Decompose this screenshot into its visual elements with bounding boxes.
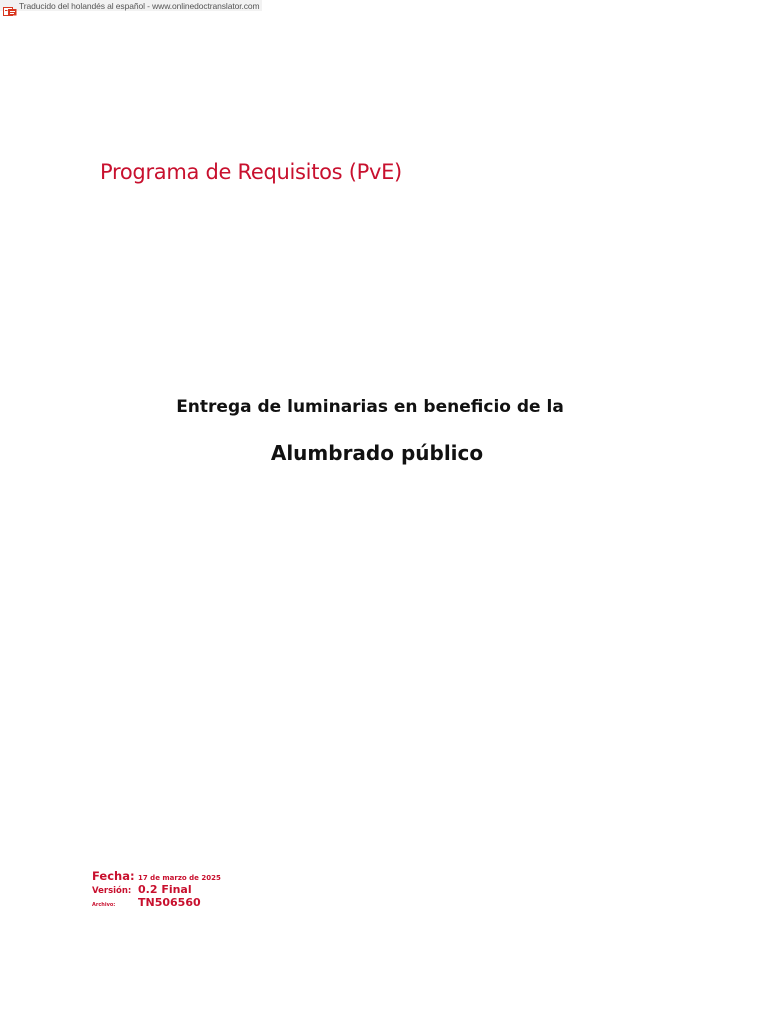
date-label: Fecha: [92, 869, 135, 883]
document-metadata [92, 869, 221, 910]
translator-logo-icon [3, 1, 17, 10]
meta-row-date [92, 869, 221, 883]
file-label: Archivo: [92, 902, 116, 908]
banner-text[interactable]: Traducido del holandés al español - www.onlinedoctranslator.com [19, 0, 260, 11]
translation-banner[interactable] [0, 0, 262, 11]
meta-row-version [92, 883, 221, 897]
subject-line-1: Entrega de luminarias en beneficio de la [176, 397, 564, 417]
document-title: Programa de Requisitos (PvE) [100, 160, 402, 184]
version-label: Versión: [92, 885, 132, 896]
version-value: 0.2 Final [138, 882, 192, 896]
date-value: 17 de marzo de 2025 [138, 874, 221, 882]
subject-line-2: Alumbrado público [270, 441, 484, 465]
meta-row-file [92, 896, 221, 910]
file-value: TN506560 [138, 896, 201, 909]
